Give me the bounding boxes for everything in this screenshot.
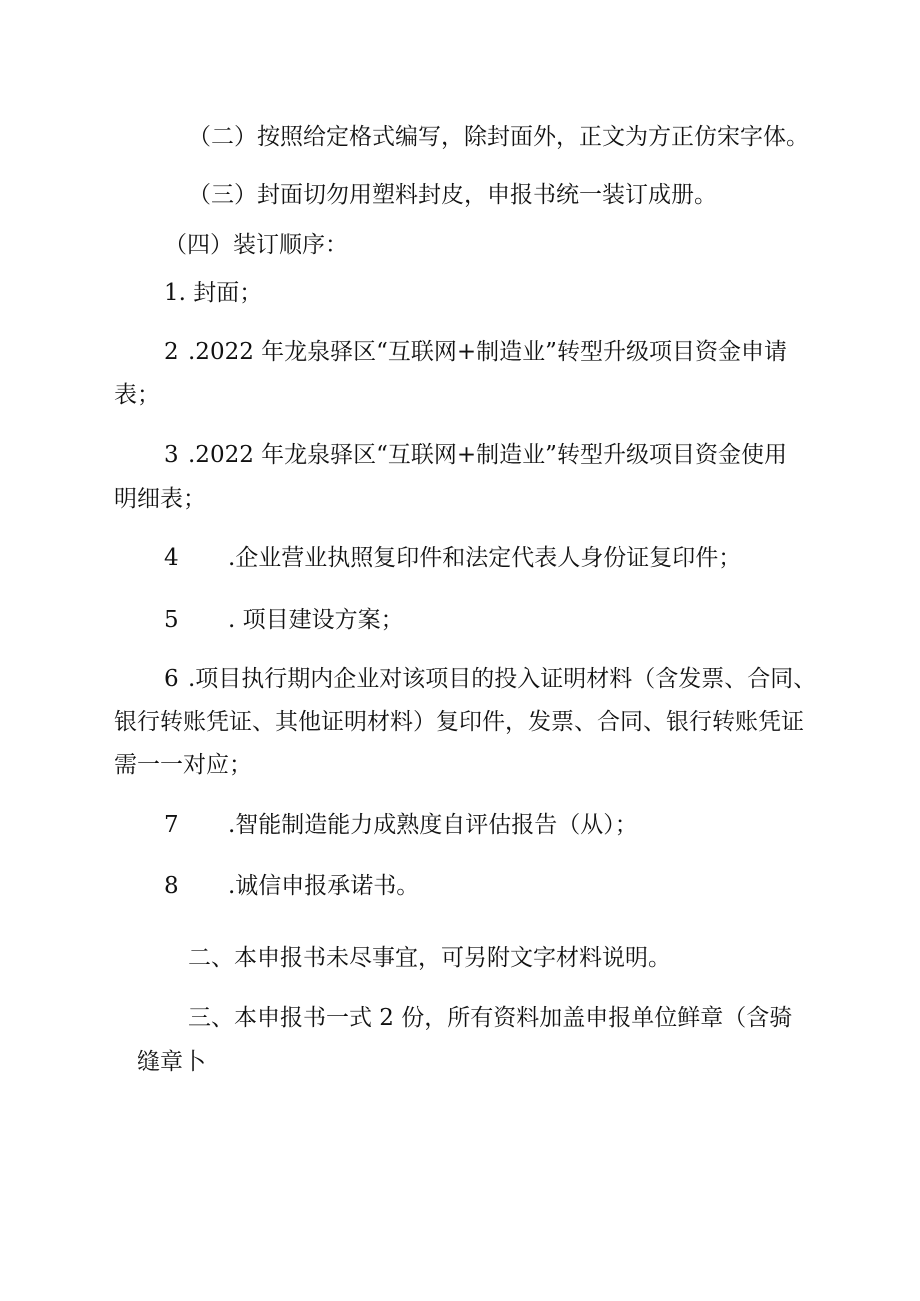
list-item-2-number: 2 — [164, 339, 179, 365]
list-item-6-line-1: .项目执行期内企业对该项目的投入证明材料（含发票、合同、 — [188, 666, 817, 692]
list-item-7-text: .智能制造能力成熟度自评估报告（从）； — [228, 812, 638, 838]
section-3-line-1: 三、本申报书一式 2 份，所有资料加盖申报单位鲜章（含骑 — [188, 1005, 793, 1031]
list-item-6-number: 6 — [164, 666, 179, 692]
paragraph-binding-order-heading: （四）装订顺序： — [164, 232, 348, 258]
list-item-2-line-2: 表； — [114, 382, 160, 408]
paragraph-cover-rule: （三）封面切勿用塑料封皮，申报书统一装订成册。 — [188, 182, 717, 208]
list-item-1: 1. 封面； — [164, 280, 263, 306]
list-item-5-text: . 项目建设方案； — [228, 607, 404, 633]
list-item-3-line-1: .2022 年龙泉驿区“互联网+制造业”转型升级项目资金使用 — [188, 442, 787, 468]
list-item-6-line-2: 银行转账凭证、其他证明材料）复印件，发票、合同、银行转账凭证 — [114, 709, 804, 735]
list-item-3-number: 3 — [164, 442, 179, 468]
list-item-5-number: 5 — [164, 607, 179, 633]
list-item-4-number: 4 — [164, 545, 179, 571]
list-item-4-text: .企业营业执照复印件和法定代表人身份证复印件； — [228, 545, 742, 571]
list-item-8-text: .诚信申报承诺书。 — [228, 873, 420, 899]
list-item-7-number: 7 — [164, 812, 179, 838]
list-item-8-number: 8 — [164, 873, 179, 899]
list-item-6-line-3: 需一一对应； — [114, 752, 252, 778]
paragraph-format-rule: （二）按照给定格式编写，除封面外，正文为方正仿宋字体。 — [188, 124, 809, 150]
list-item-2-line-1: .2022 年龙泉驿区“互联网+制造业”转型升级项目资金申请 — [188, 339, 787, 365]
section-3-line-2: 缝章卜 — [137, 1049, 206, 1075]
list-item-3-line-2: 明细表； — [114, 486, 206, 512]
section-2-paragraph: 二、本申报书未尽事宜，可另附文字材料说明。 — [188, 945, 671, 971]
